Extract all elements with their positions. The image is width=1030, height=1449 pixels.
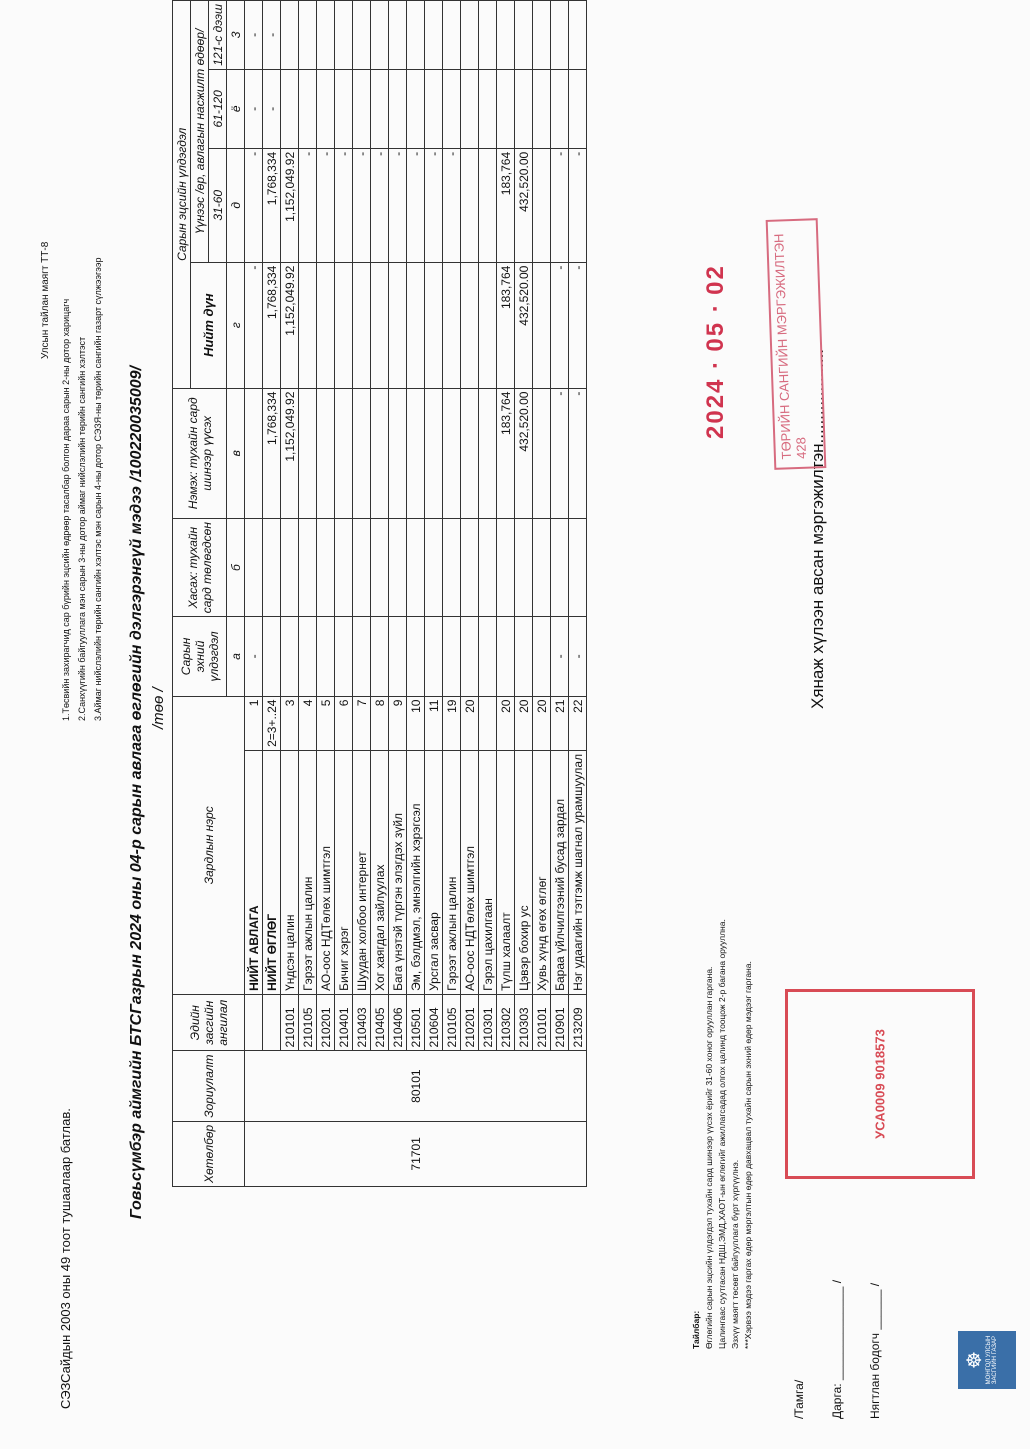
paid-cell xyxy=(353,518,371,616)
begin-cell xyxy=(443,617,461,696)
paid-cell xyxy=(317,518,335,616)
line-no-cell: 22 xyxy=(569,696,587,750)
signatures xyxy=(780,1280,894,1419)
government-logo xyxy=(958,1331,1016,1389)
new-cell xyxy=(245,388,263,518)
table-row xyxy=(443,1,461,1187)
aging-31-60-cell: - xyxy=(317,148,335,262)
soyombo-icon: ☸ xyxy=(964,1351,986,1369)
payables-receivables-table xyxy=(172,0,587,1187)
name-cell: Гэрэл цахилгаан xyxy=(479,750,497,994)
aging-121-cell xyxy=(569,1,587,70)
aging-61-120-cell xyxy=(389,69,407,148)
code-cell: 210101 xyxy=(533,994,551,1051)
date-stamp: 2024 ∙ 05 ∙ 02 xyxy=(702,264,729,439)
code-cell: 210604 xyxy=(425,994,443,1051)
aging-31-60-cell: - xyxy=(443,148,461,262)
total-cell: 1,152,049.92 xyxy=(281,262,299,388)
new-cell xyxy=(353,388,371,518)
total-cell xyxy=(371,262,389,388)
line-no-cell: 20 xyxy=(515,696,533,750)
aging-121-cell xyxy=(317,1,335,70)
aging-121-cell xyxy=(281,1,299,70)
name-cell: Хог хаягдал зайлуулах xyxy=(371,750,389,994)
footnote-line: Цалингаас суутгасан НДШ,ЭМД,ХАОТ-ын өглөгийг ажиллагсадад олгох цалинд тооцож 2-р багана орууллна. xyxy=(717,919,727,1349)
begin-cell xyxy=(263,617,281,696)
header-program: Хөтөлбөр xyxy=(173,1121,245,1186)
table-row xyxy=(569,1,587,1187)
aging-31-60-cell: - xyxy=(371,148,389,262)
name-cell: Урсгал засвар xyxy=(425,750,443,994)
review-line: Хянаж хүлээн авсан мэргэжилтэн.................... xyxy=(808,348,827,709)
code-cell: 210302 xyxy=(497,994,515,1051)
table-row xyxy=(317,1,335,1187)
aging-61-120-cell xyxy=(335,69,353,148)
footnote-line: Өглөгийн сарын эцсийн үлдэгдэл тухайн сард шинээр үүсэх ёрийг 31-60 хоног орууллан гаргана. xyxy=(704,966,714,1349)
code-cell: 210303 xyxy=(515,994,533,1051)
header-new: Нэмэх: тухайн сард шинээр үүсэх xyxy=(173,388,227,518)
new-cell xyxy=(371,388,389,518)
letter-b: б xyxy=(227,518,245,616)
begin-cell: - xyxy=(569,617,587,696)
new-cell xyxy=(533,388,551,518)
begin-cell xyxy=(515,617,533,696)
header-31-60: 31-60 xyxy=(209,148,227,262)
header-paid: Хасах: тухайн сард төлөгдсөн xyxy=(173,518,227,616)
aging-61-120-cell xyxy=(497,69,515,148)
line-no-cell: 19 xyxy=(443,696,461,750)
table-row xyxy=(461,1,479,1187)
aging-121-cell xyxy=(389,1,407,70)
new-cell xyxy=(335,388,353,518)
seal-label: /Тамга/ xyxy=(792,1379,806,1419)
name-cell: Хувь хүнд өгөх өглөг xyxy=(533,750,551,994)
letter-a: а xyxy=(227,617,245,696)
aging-31-60-cell: - xyxy=(425,148,443,262)
table-row xyxy=(533,1,551,1187)
code-cell: 210401 xyxy=(335,994,353,1051)
new-cell: - xyxy=(551,388,569,518)
header-61-120: 61-120 xyxy=(209,69,227,148)
aging-121-cell: - xyxy=(263,1,281,70)
new-cell xyxy=(425,388,443,518)
begin-cell xyxy=(425,617,443,696)
footnote-line: Эзхүү маягт төсөвт байгууллага бүрт хүргүүлнэ. xyxy=(730,1159,740,1349)
name-cell: Түлш халаалт xyxy=(497,750,515,994)
aging-121-cell xyxy=(497,1,515,70)
aging-31-60-cell: - xyxy=(299,148,317,262)
paid-cell xyxy=(515,518,533,616)
total-cell: 183,764 xyxy=(497,262,515,388)
note-line: 1.Төсвийн захирагчид сар бүрийн эцсийн өдрөөр тасалбар болгон дараа сарын 2-ны дотор харицагч xyxy=(61,298,71,721)
aging-31-60-cell: - xyxy=(245,148,263,262)
header-econ-class: Эдийн засгийн ангилал xyxy=(173,994,245,1051)
header-total: Нийт дүн xyxy=(191,262,227,388)
aging-31-60-cell: 183,764 xyxy=(497,148,515,262)
treasury-stamp: ТӨРИЙН САНГИЙН МЭРГЭЖИЛТЭН 428 xyxy=(766,218,827,470)
letter-v: в xyxy=(227,388,245,518)
new-cell xyxy=(443,388,461,518)
header-begin-balance: Сарын эхний үлдэгдэл xyxy=(173,617,227,696)
paid-cell xyxy=(497,518,515,616)
aging-121-cell xyxy=(407,1,425,70)
header-end-balance: Сарын эцсийн үлдэгдэл xyxy=(173,1,191,389)
header-121-plus: 121-с дээш xyxy=(209,1,227,70)
aging-121-cell xyxy=(479,1,497,70)
accountant-sign: Нягтлан бодогч ______ / xyxy=(868,1282,882,1419)
aging-121-cell xyxy=(353,1,371,70)
line-no-cell: 1 xyxy=(245,696,263,750)
name-cell: АО-оос НДТөлөх шимтгэл xyxy=(461,750,479,994)
line-no-cell: 5 xyxy=(317,696,335,750)
name-cell: Бага үнэтэй түргэн элэгдэх зүйл xyxy=(389,750,407,994)
table-row xyxy=(371,1,389,1187)
aging-61-120-cell xyxy=(281,69,299,148)
begin-cell xyxy=(479,617,497,696)
note-line: 2.Санхүүгийн байгууллага мэн сарын 3-ны дотор аймаг нийслэлийн төрийн сангийн хэлтэст xyxy=(77,336,87,721)
total-cell xyxy=(299,262,317,388)
code-cell: 213209 xyxy=(569,994,587,1051)
director-sign: Дарга: ______________ / xyxy=(830,1279,844,1419)
aging-61-120-cell xyxy=(551,69,569,148)
paid-cell xyxy=(389,518,407,616)
line-no-cell xyxy=(479,696,497,750)
code-cell xyxy=(263,994,281,1051)
total-cell xyxy=(335,262,353,388)
aging-61-120-cell xyxy=(425,69,443,148)
code-cell: 210901 xyxy=(551,994,569,1051)
approval-line: СЭЗСайдын 2003 оны 49 тоот тушаалаар батлав. xyxy=(58,1108,73,1409)
name-cell: НИЙТ АВЛАГА xyxy=(245,750,263,994)
footnote-line: ***Хэрвээ мэдээ гаргах өдөр мэргэлтын өдөр давхацвал тухайн сарын эхний өдөр мэдээг гаргана. xyxy=(743,961,753,1349)
line-no-cell: 11 xyxy=(425,696,443,750)
line-no-cell: 20 xyxy=(533,696,551,750)
table-row xyxy=(551,1,569,1187)
aging-61-120-cell xyxy=(443,69,461,148)
paid-cell xyxy=(533,518,551,616)
code-cell: 210405 xyxy=(371,994,389,1051)
aging-61-120-cell xyxy=(407,69,425,148)
new-cell: 432,520.00 xyxy=(515,388,533,518)
paid-cell xyxy=(371,518,389,616)
begin-cell: - xyxy=(551,617,569,696)
begin-cell xyxy=(389,617,407,696)
letter-g: г xyxy=(227,262,245,388)
aging-121-cell xyxy=(371,1,389,70)
aging-31-60-cell: 432,520.00 xyxy=(515,148,533,262)
total-cell: 1,768,334 xyxy=(263,262,281,388)
name-cell: Нэг удаагийн тэтгэмж шагнал урамшуулал xyxy=(569,750,587,994)
footnotes xyxy=(690,919,755,1349)
paid-cell xyxy=(425,518,443,616)
code-cell: 210301 xyxy=(479,994,497,1051)
begin-cell xyxy=(281,617,299,696)
report-title: Говьсүмбэр аймгийн БТСГазрын 2024 оны 04-р сарын авлага өглөгийн дэлгэрэнгүй мэдээ /100220035009/ xyxy=(128,366,145,1219)
program: 71701 xyxy=(245,1121,587,1186)
aging-121-cell xyxy=(551,1,569,70)
aging-61-120-cell: - xyxy=(245,69,263,148)
new-cell xyxy=(461,388,479,518)
aging-121-cell xyxy=(425,1,443,70)
line-no-cell: 9 xyxy=(389,696,407,750)
letter-3: 3 xyxy=(227,1,245,70)
begin-cell: - xyxy=(245,617,263,696)
paid-cell xyxy=(407,518,425,616)
name-cell: НИЙТ ӨГЛӨГ xyxy=(263,750,281,994)
total-cell xyxy=(353,262,371,388)
line-no-cell: 10 xyxy=(407,696,425,750)
line-no-cell: 20 xyxy=(461,696,479,750)
table-row xyxy=(335,1,353,1187)
aging-31-60-cell: 1,152,049.92 xyxy=(281,148,299,262)
name-cell: Бараа үйлчилгээний бусад зардал xyxy=(551,750,569,994)
form-code: Улсын тайлан маягт ТТ-8 xyxy=(40,241,51,359)
aging-61-120-cell xyxy=(461,69,479,148)
letter-d: д xyxy=(227,148,245,262)
new-cell: - xyxy=(569,388,587,518)
begin-cell xyxy=(407,617,425,696)
table-row xyxy=(407,1,425,1187)
total-cell xyxy=(389,262,407,388)
paid-cell xyxy=(443,518,461,616)
line-no-cell: 6 xyxy=(335,696,353,750)
total-cell xyxy=(533,262,551,388)
purpose: 80101 xyxy=(245,1051,587,1121)
line-no-cell: 8 xyxy=(371,696,389,750)
total-cell xyxy=(407,262,425,388)
name-cell: Шуудан холбоо интернет xyxy=(353,750,371,994)
aging-121-cell: - xyxy=(245,1,263,70)
line-no-cell: 7 xyxy=(353,696,371,750)
code-cell: 210403 xyxy=(353,994,371,1051)
table-row xyxy=(497,1,515,1187)
header-aging: Үүнээс /өр, авлагын насжилт өдөөр/ xyxy=(191,1,209,263)
paid-cell xyxy=(335,518,353,616)
new-cell xyxy=(389,388,407,518)
name-cell: Цэвэр бохир ус xyxy=(515,750,533,994)
table-row xyxy=(425,1,443,1187)
aging-61-120-cell xyxy=(353,69,371,148)
begin-cell xyxy=(461,617,479,696)
aging-61-120-cell xyxy=(533,69,551,148)
total-cell: - xyxy=(551,262,569,388)
aging-61-120-cell xyxy=(569,69,587,148)
aging-31-60-cell xyxy=(533,148,551,262)
aging-31-60-cell: - xyxy=(407,148,425,262)
submission-notes xyxy=(58,201,106,721)
begin-cell xyxy=(371,617,389,696)
footnote-title: Тайлбар: xyxy=(691,1310,701,1349)
header-expense-name: Зардлын нэрс xyxy=(173,696,245,994)
aging-61-120-cell xyxy=(317,69,335,148)
begin-cell xyxy=(299,617,317,696)
total-cell: - xyxy=(569,262,587,388)
new-cell xyxy=(479,388,497,518)
name-cell: АО-оос НДТөлөх шимтгэл xyxy=(317,750,335,994)
aging-31-60-cell: - xyxy=(353,148,371,262)
table-row xyxy=(281,1,299,1187)
code-cell: 210501 xyxy=(407,994,425,1051)
aging-31-60-cell: - xyxy=(335,148,353,262)
total-cell: 432,520.00 xyxy=(515,262,533,388)
begin-cell xyxy=(353,617,371,696)
name-cell: Бичиг хэрэг xyxy=(335,750,353,994)
new-cell xyxy=(299,388,317,518)
aging-61-120-cell xyxy=(515,69,533,148)
paid-cell xyxy=(479,518,497,616)
code-cell: 210101 xyxy=(281,994,299,1051)
table-row xyxy=(389,1,407,1187)
new-cell: 183,764 xyxy=(497,388,515,518)
aging-121-cell xyxy=(335,1,353,70)
paid-cell xyxy=(461,518,479,616)
total-cell: - xyxy=(245,262,263,388)
name-cell: Эм, бэлдмэл, эмнэлгийн хэрэгсэл xyxy=(407,750,425,994)
aging-31-60-cell: - xyxy=(389,148,407,262)
table-row xyxy=(353,1,371,1187)
aging-61-120-cell xyxy=(371,69,389,148)
paid-cell xyxy=(299,518,317,616)
code-cell: 210201 xyxy=(317,994,335,1051)
paid-cell xyxy=(569,518,587,616)
total-cell xyxy=(425,262,443,388)
line-no-cell: 21 xyxy=(551,696,569,750)
logo-text: МОНГОЛ УЛСЫН ЗАСГИЙН ГАЗАР xyxy=(986,1335,998,1385)
name-cell: Гэрээт ажлын цалин xyxy=(299,750,317,994)
total-cell xyxy=(461,262,479,388)
name-cell: Үндсэн цалин xyxy=(281,750,299,994)
name-cell: Гэрээт ажлын цалин xyxy=(443,750,461,994)
paid-cell xyxy=(551,518,569,616)
line-no-cell: 4 xyxy=(299,696,317,750)
line-no-cell: 3 xyxy=(281,696,299,750)
new-cell xyxy=(407,388,425,518)
aging-31-60-cell: - xyxy=(569,148,587,262)
new-cell xyxy=(317,388,335,518)
table-row xyxy=(245,1,263,1187)
aging-31-60-cell: 1,768,334 xyxy=(263,148,281,262)
line-no-cell: 2=3+..24 xyxy=(263,696,281,750)
paid-cell xyxy=(245,518,263,616)
aging-31-60-cell: - xyxy=(551,148,569,262)
aging-61-120-cell xyxy=(479,69,497,148)
official-seal xyxy=(785,989,975,1179)
code-cell: 210406 xyxy=(389,994,407,1051)
header-purpose: Зориулалт xyxy=(173,1051,245,1121)
begin-cell xyxy=(497,617,515,696)
aging-61-120-cell: - xyxy=(263,69,281,148)
aging-31-60-cell xyxy=(461,148,479,262)
code-cell: 210105 xyxy=(299,994,317,1051)
code-cell: 210105 xyxy=(443,994,461,1051)
aging-31-60-cell xyxy=(479,148,497,262)
aging-121-cell xyxy=(461,1,479,70)
aging-61-120-cell xyxy=(299,69,317,148)
table-row xyxy=(299,1,317,1187)
table-row xyxy=(515,1,533,1187)
total-cell xyxy=(479,262,497,388)
table-row xyxy=(263,1,281,1187)
begin-cell xyxy=(533,617,551,696)
table-row xyxy=(479,1,497,1187)
begin-cell xyxy=(317,617,335,696)
aging-121-cell xyxy=(443,1,461,70)
total-cell xyxy=(317,262,335,388)
new-cell: 1,152,049.92 xyxy=(281,388,299,518)
seal-number: УСА0009 9018573 xyxy=(872,1029,888,1139)
begin-cell xyxy=(335,617,353,696)
aging-121-cell xyxy=(515,1,533,70)
aging-121-cell xyxy=(299,1,317,70)
letter-yo: ё xyxy=(227,69,245,148)
aging-121-cell xyxy=(533,1,551,70)
line-no-cell: 20 xyxy=(497,696,515,750)
new-cell: 1,768,334 xyxy=(263,388,281,518)
total-cell xyxy=(443,262,461,388)
code-cell: 210201 xyxy=(461,994,479,1051)
unit-label: /төө / xyxy=(150,687,167,729)
paid-cell xyxy=(281,518,299,616)
code-cell xyxy=(245,994,263,1051)
paid-cell xyxy=(263,518,281,616)
note-line: 3.Аймаг нийслэлийн төрийн сангийн хэлтэс мэн сарын 4-ны дотор СЭЗЯ-ны төрийн сангийн газарт сүлжээгээр xyxy=(93,257,103,721)
